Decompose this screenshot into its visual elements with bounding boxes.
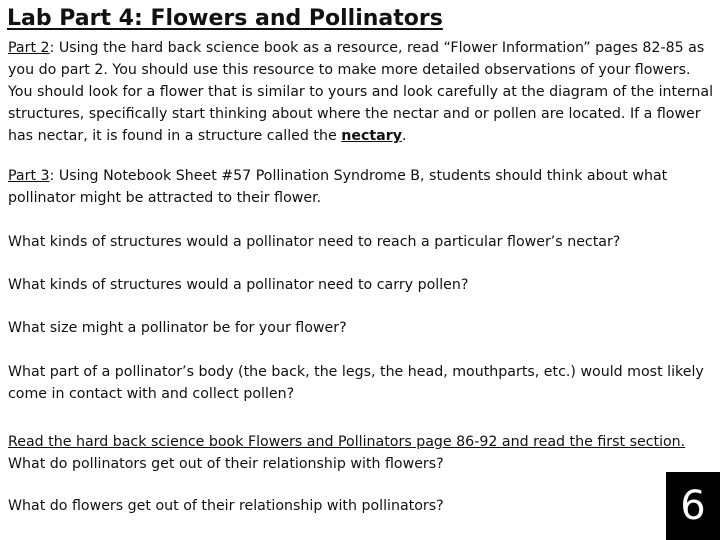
page-title: Lab Part 4: Flowers and Pollinators — [7, 6, 443, 31]
part-2-end: . — [401, 128, 407, 144]
part-2-text: Using the hard back science book as a resource, read “Flower Information” pages 82-85 as you do part 2. You should use this resource to make more detailed observations of your flowers. You should look for a flower that is similar to yours and look carefully at the diagram of the internal structures, specifically start thinking about where the nectar and or pollen are located. If a flower has nectar, it is found in a structure called the — [8, 40, 714, 144]
part-3-colon: : — [49, 168, 55, 184]
question-nectar-structures: What kinds of structures would a pollinator need to reach a particular flower’s nectar? — [8, 234, 621, 250]
question-pollinator-benefit: What do pollinators get out of their relationship with flowers? — [8, 456, 444, 472]
question-flower-benefit: What do flowers get out of their relationship with pollinators? — [8, 498, 444, 514]
question-pollinator-size: What size might a pollinator be for your flower? — [8, 320, 347, 336]
reading-instruction: Read the hard back science book Flowers and Pollinators page 86-92 and read the first section. — [8, 434, 686, 450]
nectary-term: nectary — [341, 128, 402, 144]
part-2-label: Part 2 — [8, 40, 50, 56]
question-pollen-structures: What kinds of structures would a pollinator need to carry pollen? — [8, 277, 469, 293]
page-number-badge: 6 — [666, 472, 720, 540]
part-3-paragraph — [8, 165, 714, 209]
part-2-colon: : — [49, 40, 55, 56]
question-body-part: What part of a pollinator’s body (the back, the legs, the head, mouthparts, etc.) would most likely come in contact with and collect pollen? — [8, 364, 704, 402]
part-3-text: Using Notebook Sheet #57 Pollination Syndrome B, students should think about what pollinator might be attracted to their flower. — [8, 168, 668, 206]
reading-section — [8, 431, 714, 475]
part-3-label: Part 3 — [8, 168, 50, 184]
part-2-paragraph — [8, 37, 714, 147]
